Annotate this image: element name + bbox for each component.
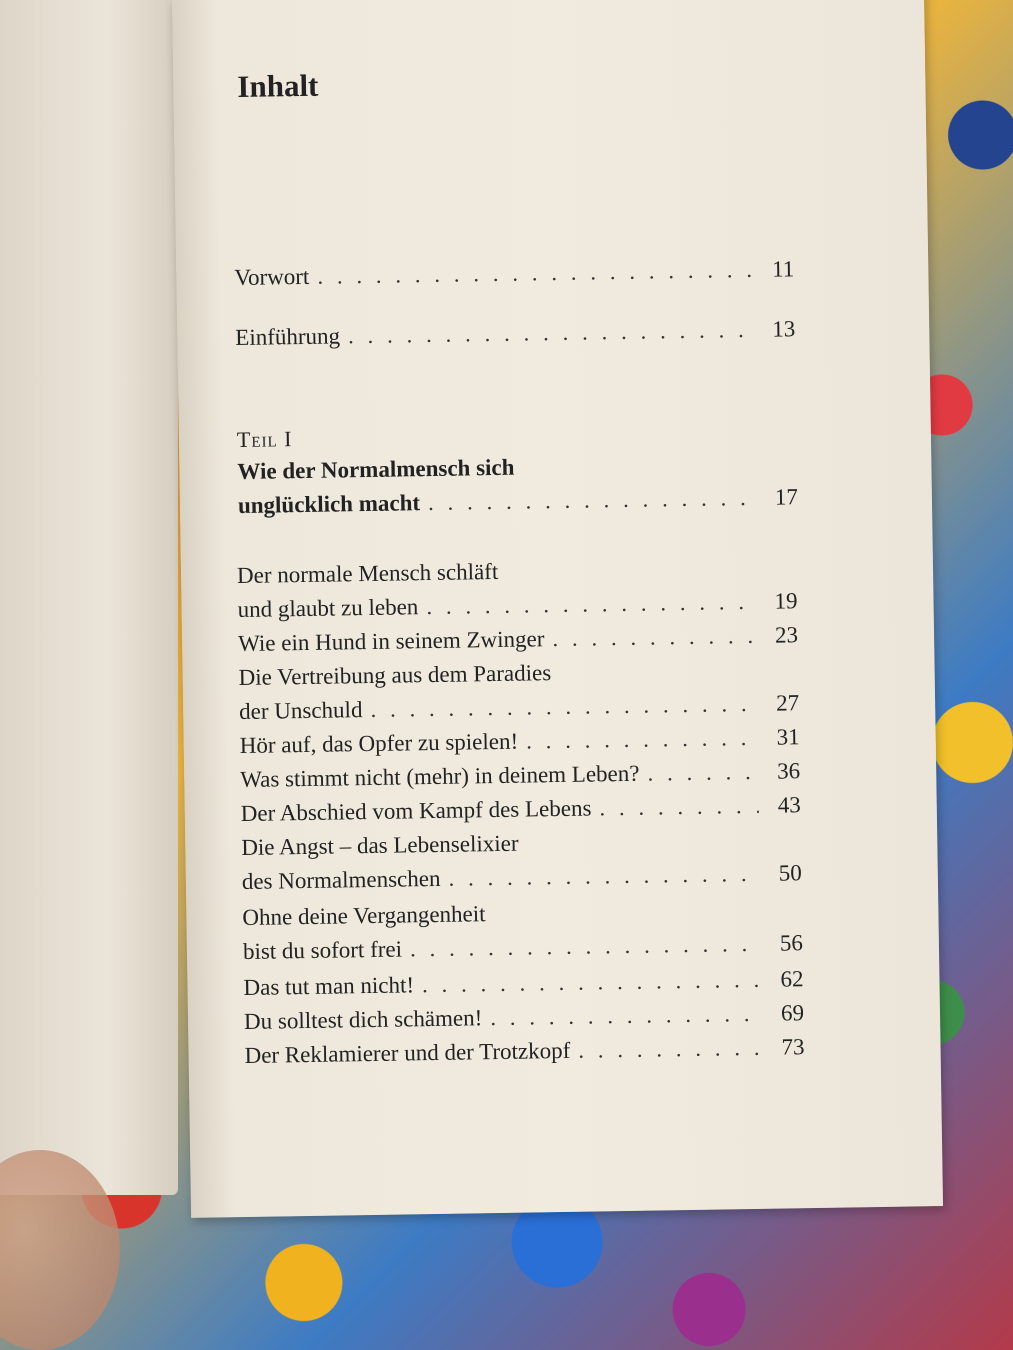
toc-chapter: Die Angst – das Lebenselixier des Normalmenschen . . . 50 bbox=[241, 822, 802, 899]
entry-page: 11 bbox=[771, 256, 795, 282]
toc-entry-vorwort bbox=[234, 252, 794, 295]
toc-heading: Inhalt bbox=[237, 67, 319, 104]
toc-entry-einfuehrung bbox=[235, 312, 795, 355]
toc-chapter: Der Abschied vom Kampf des Lebens . . . 43 bbox=[241, 788, 801, 831]
toc-chapter: Hör auf, das Opfer zu spielen! . . . 31 bbox=[239, 720, 799, 763]
toc-chapter: Der Reklamierer und der Trotzkopf . . . 73 bbox=[244, 1030, 804, 1073]
part-title: Wie der Normalmensch sich unglücklich macht . . . 17 bbox=[237, 446, 798, 523]
entry-page: 13 bbox=[772, 316, 796, 342]
toc-chapter: Was stimmt nicht (mehr) in deinem Leben? . . . 36 bbox=[240, 754, 800, 797]
toc-chapter: Der normale Mensch schläft und glaubt zu leben . . . 19 bbox=[237, 550, 798, 627]
toc-chapter: Die Vertreibung aus dem Paradies der Unschuld . . . 27 bbox=[238, 652, 799, 729]
toc-chapter: Wie ein Hund in seinem Zwinger . . . 23 bbox=[238, 618, 798, 661]
toc-chapter: Das tut man nicht! . . . 62 bbox=[243, 962, 803, 1005]
entry-title: Vorwort bbox=[234, 263, 310, 291]
entry-title: Einführung bbox=[235, 323, 341, 351]
left-page bbox=[0, 0, 178, 1195]
toc-chapter: Du solltest dich schämen! . . . 69 bbox=[244, 996, 804, 1039]
toc-chapter: Ohne deine Vergangenheit bist du sofort frei . . . 56 bbox=[242, 892, 803, 969]
part-label: Teil I bbox=[236, 426, 293, 453]
right-page bbox=[172, 0, 943, 1218]
